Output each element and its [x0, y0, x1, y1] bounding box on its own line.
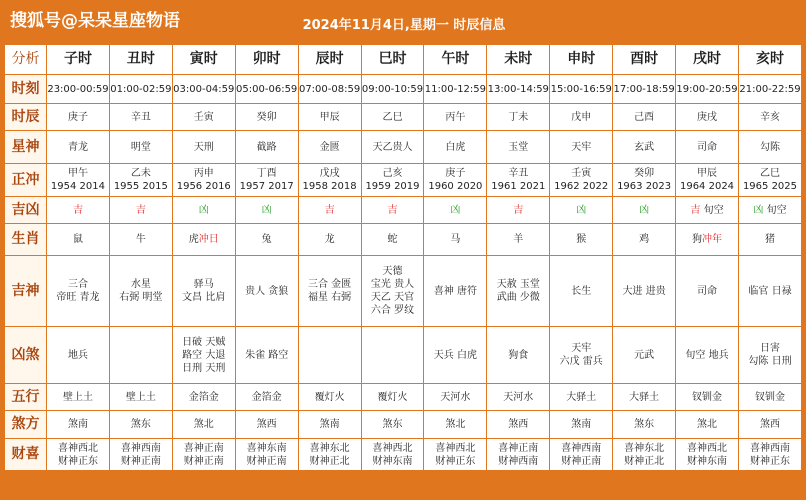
shafang-cell: 煞南	[298, 411, 361, 439]
zodiac-animal: 猴	[576, 234, 587, 245]
xingshen-cell: 玉堂	[487, 131, 550, 164]
column-header: 亥时	[738, 45, 801, 75]
zodiac-animal: 羊	[513, 234, 524, 245]
row-jixiong	[5, 197, 802, 224]
xingshen-cell: 截路	[235, 131, 298, 164]
zhengchong-line: 乙未	[130, 168, 151, 179]
column-header: 卯时	[235, 45, 298, 75]
row-label-shafang: 煞方	[5, 411, 47, 439]
shike-cell: 11:00-12:59	[424, 75, 487, 104]
zodiac-clash: 冲日	[198, 234, 219, 245]
xiongsha-line: 狗食	[508, 349, 529, 361]
shengxiao-cell	[424, 224, 487, 256]
row-label-xingshen: 星神	[5, 131, 47, 164]
row-label-zhengchong: 正冲	[5, 164, 47, 197]
xiongsha-line: 天兵 白虎	[433, 349, 477, 361]
jishen-line: 文昌 比肩	[182, 292, 226, 303]
xingshen-cell: 白虎	[424, 131, 487, 164]
caixi-line: 财神正南	[120, 455, 161, 467]
jixiong-cell	[172, 197, 235, 224]
wuxing-cell: 金箔金	[172, 384, 235, 411]
zodiac-animal: 兔	[261, 234, 272, 245]
caixi-line: 财神西南	[498, 455, 539, 467]
shengxiao-cell	[676, 224, 739, 256]
jishen-line: 天乙 天官	[370, 292, 415, 303]
shafang-cell: 煞西	[235, 411, 298, 439]
fortune-extra: 旬空	[700, 204, 724, 216]
jishen-line: 三合	[67, 279, 88, 290]
zhengchong-line: 丙申	[193, 168, 214, 179]
jishen-line: 天赦 玉堂	[496, 279, 540, 290]
jixiong-cell	[47, 197, 110, 224]
zodiac-animal: 鼠	[72, 234, 83, 245]
column-header: 酉时	[613, 45, 676, 75]
jishen-line: 长生	[571, 285, 592, 297]
shafang-cell: 煞东	[613, 411, 676, 439]
fortune-extra: 旬空	[763, 204, 787, 216]
shafang-cell: 煞北	[676, 411, 739, 439]
zhengchong-line: 己亥	[382, 168, 403, 179]
xingshen-cell: 天乙贵人	[361, 131, 424, 164]
jixiong-cell	[424, 197, 487, 224]
page-title: 2024年11月4日,星期一 时辰信息	[302, 18, 506, 33]
shike-cell: 17:00-18:59	[613, 75, 676, 104]
jishen-line: 司命	[697, 285, 718, 297]
row-jishen	[5, 256, 802, 327]
zhengchong-line: 1960 2020	[428, 181, 483, 192]
caixi-line: 喜神西北	[435, 442, 476, 454]
column-header: 子时	[47, 45, 110, 75]
xingshen-cell: 金匮	[298, 131, 361, 164]
shichen-cell: 甲辰	[298, 104, 361, 131]
xingshen-cell: 天牢	[550, 131, 613, 164]
caixi-cell	[424, 439, 487, 471]
fortune-mark: 凶	[198, 204, 209, 216]
jishen-line: 驿马	[193, 279, 214, 290]
shengxiao-cell	[613, 224, 676, 256]
row-wuxing	[5, 384, 802, 411]
caixi-cell	[613, 439, 676, 471]
fortune-mark: 吉	[135, 204, 146, 216]
caixi-line: 喜神西北	[687, 442, 728, 454]
shike-cell: 15:00-16:59	[550, 75, 613, 104]
zhengchong-line: 甲午	[67, 168, 88, 179]
caixi-line: 财神东南	[687, 455, 728, 467]
caixi-line: 喜神西北	[372, 442, 413, 454]
row-label-wuxing: 五行	[5, 384, 47, 411]
caixi-line: 喜神东北	[309, 442, 350, 454]
column-header: 申时	[550, 45, 613, 75]
shichen-cell: 乙巳	[361, 104, 424, 131]
jishen-cell	[47, 256, 110, 327]
fortune-mark: 吉	[513, 204, 524, 216]
header-row	[5, 45, 802, 75]
row-zhengchong	[5, 164, 802, 197]
jixiong-cell	[613, 197, 676, 224]
caixi-cell	[298, 439, 361, 471]
xiongsha-line: 六戊 雷兵	[559, 356, 603, 367]
caixi-cell	[487, 439, 550, 471]
column-header: 戌时	[676, 45, 739, 75]
jishen-line: 右弼 明堂	[119, 292, 163, 303]
caixi-line: 喜神西南	[561, 442, 602, 454]
shike-cell: 03:00-04:59	[172, 75, 235, 104]
shike-cell: 09:00-10:59	[361, 75, 424, 104]
zhengchong-line: 丁酉	[256, 168, 277, 179]
shafang-cell: 煞西	[738, 411, 801, 439]
column-header: 未时	[487, 45, 550, 75]
zhengchong-cell	[613, 164, 676, 197]
shengxiao-cell	[550, 224, 613, 256]
caixi-line: 财神正南	[246, 455, 287, 467]
zhengchong-cell	[487, 164, 550, 197]
xingshen-cell: 玄武	[613, 131, 676, 164]
jishen-line: 天德	[382, 266, 403, 277]
row-caixi	[5, 439, 802, 471]
shafang-cell: 煞西	[487, 411, 550, 439]
caixi-line: 财神正东	[435, 455, 476, 467]
jishen-line: 三合 金匮	[307, 279, 352, 290]
zhengchong-line: 1965 2025	[742, 181, 798, 192]
fortune-mark: 吉	[690, 204, 701, 216]
zhengchong-line: 乙巳	[759, 168, 780, 179]
zhengchong-line: 1958 2018	[302, 181, 357, 192]
zodiac-animal: 牛	[135, 234, 146, 245]
fortune-mark: 凶	[639, 204, 650, 216]
column-header: 辰时	[298, 45, 361, 75]
jishen-cell	[424, 256, 487, 327]
xiongsha-line: 日害	[759, 343, 780, 354]
jishen-cell	[738, 256, 801, 327]
xiongsha-cell	[550, 327, 613, 384]
xiongsha-cell	[298, 327, 361, 384]
jishen-cell	[109, 256, 172, 327]
zodiac-animal: 龙	[324, 234, 335, 245]
xingshen-cell: 司命	[676, 131, 739, 164]
xiongsha-cell	[361, 327, 424, 384]
xiongsha-cell	[424, 327, 487, 384]
shengxiao-cell	[361, 224, 424, 256]
shichen-cell: 戊申	[550, 104, 613, 131]
shichen-cell: 辛亥	[738, 104, 801, 131]
row-label-jishen: 吉神	[5, 256, 47, 327]
caixi-line: 财神正北	[624, 455, 665, 467]
wuxing-cell: 钗钏金	[738, 384, 801, 411]
wuxing-cell: 钗钏金	[676, 384, 739, 411]
shengxiao-cell	[738, 224, 801, 256]
zhengchong-line: 1963 2023	[617, 181, 672, 192]
wuxing-cell: 覆灯火	[298, 384, 361, 411]
column-header: 巳时	[361, 45, 424, 75]
caixi-line: 喜神西北	[57, 442, 98, 454]
jixiong-cell	[361, 197, 424, 224]
shafang-cell: 煞南	[47, 411, 110, 439]
jishen-line: 帝旺 青龙	[56, 292, 100, 303]
caixi-line: 财神东南	[372, 455, 413, 467]
caixi-line: 财神正南	[183, 455, 224, 467]
xiongsha-cell	[47, 327, 110, 384]
zhengchong-line: 1955 2015	[113, 181, 168, 192]
header-banner	[4, 2, 802, 40]
xingshen-cell: 明堂	[109, 131, 172, 164]
xiongsha-line: 元武	[634, 349, 655, 361]
shengxiao-cell	[487, 224, 550, 256]
shafang-cell: 煞北	[172, 411, 235, 439]
caixi-line: 财神正南	[561, 455, 602, 467]
caixi-line: 喜神正南	[498, 442, 539, 454]
almanac-table	[4, 44, 802, 471]
jishen-line: 喜神 唐符	[433, 285, 477, 297]
xiongsha-line: 日破 天贼	[182, 336, 226, 348]
wuxing-cell: 覆灯火	[361, 384, 424, 411]
shafang-cell: 煞东	[361, 411, 424, 439]
xiongsha-cell	[487, 327, 550, 384]
zodiac-animal: 狗	[692, 234, 703, 245]
jixiong-cell	[298, 197, 361, 224]
zhengchong-line: 1954 2014	[50, 181, 105, 192]
xiongsha-cell	[235, 327, 298, 384]
row-shengxiao	[5, 224, 802, 256]
caixi-cell	[738, 439, 801, 471]
jixiong-cell	[676, 197, 739, 224]
zodiac-clash: 冲年	[702, 234, 723, 245]
wuxing-cell: 大驿土	[613, 384, 676, 411]
fortune-mark: 凶	[450, 204, 461, 216]
xiongsha-line: 天牢	[571, 343, 592, 354]
zodiac-animal: 猪	[764, 234, 775, 245]
caixi-cell	[361, 439, 424, 471]
zhengchong-line: 庚子	[445, 168, 466, 179]
zhengchong-cell	[361, 164, 424, 197]
jishen-line: 临官 日禄	[748, 285, 792, 297]
xiongsha-line: 旬空 地兵	[685, 349, 729, 361]
zhengchong-cell	[738, 164, 801, 197]
zhengchong-cell	[676, 164, 739, 197]
zhengchong-line: 1957 2017	[239, 181, 294, 192]
caixi-line: 财神正东	[749, 455, 790, 467]
jixiong-cell	[487, 197, 550, 224]
shichen-cell: 壬寅	[172, 104, 235, 131]
corner-label: 分析	[5, 45, 47, 75]
row-shichen	[5, 104, 802, 131]
jishen-cell	[613, 256, 676, 327]
fortune-mark: 吉	[387, 204, 398, 216]
row-label-xiongsha: 凶煞	[5, 327, 47, 384]
xiongsha-cell	[172, 327, 235, 384]
caixi-cell	[109, 439, 172, 471]
caixi-line: 财神正东	[57, 455, 98, 467]
zhengchong-line: 癸卯	[634, 168, 655, 179]
zhengchong-line: 1956 2016	[176, 181, 231, 192]
jixiong-cell	[550, 197, 613, 224]
xiongsha-cell	[676, 327, 739, 384]
shichen-cell: 己酉	[613, 104, 676, 131]
jishen-cell	[298, 256, 361, 327]
caixi-line: 财神正北	[309, 455, 350, 467]
zhengchong-line: 1961 2021	[491, 181, 546, 192]
wuxing-cell: 金箔金	[235, 384, 298, 411]
wuxing-cell: 壁上土	[109, 384, 172, 411]
wuxing-cell: 壁上土	[47, 384, 110, 411]
shafang-cell: 煞南	[550, 411, 613, 439]
caixi-cell	[235, 439, 298, 471]
wuxing-cell: 大驿土	[550, 384, 613, 411]
caixi-cell	[172, 439, 235, 471]
jishen-line: 水星	[130, 279, 151, 290]
shichen-cell: 丁未	[487, 104, 550, 131]
row-label-jixiong: 吉凶	[5, 197, 47, 224]
row-xiongsha	[5, 327, 802, 384]
jishen-cell	[361, 256, 424, 327]
zhengchong-cell	[235, 164, 298, 197]
xingshen-cell: 青龙	[47, 131, 110, 164]
xiongsha-cell	[109, 327, 172, 384]
caixi-cell	[550, 439, 613, 471]
jixiong-cell	[109, 197, 172, 224]
fortune-mark: 凶	[753, 204, 764, 216]
fortune-mark: 凶	[576, 204, 587, 216]
zhengchong-line: 甲辰	[697, 168, 718, 179]
zhengchong-cell	[424, 164, 487, 197]
jishen-cell	[550, 256, 613, 327]
xiongsha-line: 朱雀 路空	[245, 349, 289, 361]
shichen-cell: 辛丑	[109, 104, 172, 131]
shafang-cell: 煞北	[424, 411, 487, 439]
shichen-cell: 丙午	[424, 104, 487, 131]
shichen-cell: 庚戌	[676, 104, 739, 131]
xingshen-cell: 天刑	[172, 131, 235, 164]
shike-cell: 21:00-22:59	[738, 75, 801, 104]
jishen-line: 武曲 少微	[496, 292, 540, 303]
zhengchong-cell	[172, 164, 235, 197]
caixi-line: 喜神西南	[120, 442, 161, 454]
row-shafang	[5, 411, 802, 439]
zhengchong-line: 戊戌	[319, 168, 340, 179]
column-header: 午时	[424, 45, 487, 75]
shafang-cell: 煞东	[109, 411, 172, 439]
fortune-mark: 吉	[72, 204, 83, 216]
xiongsha-line: 路空 大退	[182, 349, 226, 361]
jishen-line: 贵人 贪狼	[245, 285, 289, 297]
jixiong-cell	[235, 197, 298, 224]
row-label-shike: 时刻	[5, 75, 47, 104]
zodiac-animal: 虎	[188, 234, 199, 245]
zodiac-animal: 鸡	[639, 234, 650, 245]
jishen-line: 福星 右弼	[307, 292, 352, 303]
jishen-cell	[676, 256, 739, 327]
shengxiao-cell	[172, 224, 235, 256]
shengxiao-cell	[298, 224, 361, 256]
caixi-line: 喜神西南	[749, 442, 790, 454]
fortune-mark: 凶	[261, 204, 272, 216]
xiongsha-line: 勾陈 日刑	[748, 356, 792, 367]
shike-cell: 05:00-06:59	[235, 75, 298, 104]
shike-cell: 23:00-00:59	[47, 75, 110, 104]
jishen-line: 宝光 贵人	[370, 279, 415, 290]
row-shike	[5, 75, 802, 104]
zhengchong-line: 1964 2024	[679, 181, 735, 192]
row-label-caixi: 财喜	[5, 439, 47, 471]
caixi-line: 喜神东南	[246, 442, 287, 454]
zodiac-animal: 马	[450, 234, 461, 245]
zhengchong-line: 1962 2022	[554, 181, 609, 192]
shike-cell: 07:00-08:59	[298, 75, 361, 104]
zhengchong-cell	[298, 164, 361, 197]
caixi-cell	[676, 439, 739, 471]
xiongsha-line: 地兵	[67, 349, 88, 361]
jishen-line: 六合 罗纹	[370, 305, 415, 316]
zhengchong-cell	[109, 164, 172, 197]
zodiac-animal: 蛇	[387, 234, 398, 245]
jishen-cell	[172, 256, 235, 327]
xingshen-cell: 勾陈	[738, 131, 801, 164]
zhengchong-line: 辛丑	[508, 168, 529, 179]
zhengchong-cell	[550, 164, 613, 197]
column-header: 寅时	[172, 45, 235, 75]
row-label-shichen: 时辰	[5, 104, 47, 131]
wuxing-cell: 天河水	[487, 384, 550, 411]
zhengchong-cell	[47, 164, 110, 197]
row-xingshen	[5, 131, 802, 164]
shike-cell: 13:00-14:59	[487, 75, 550, 104]
shengxiao-cell	[47, 224, 110, 256]
jishen-cell	[487, 256, 550, 327]
jixiong-cell	[738, 197, 801, 224]
shike-cell: 19:00-20:59	[676, 75, 739, 104]
shike-cell: 01:00-02:59	[109, 75, 172, 104]
fortune-mark: 吉	[324, 204, 335, 216]
wuxing-cell: 天河水	[424, 384, 487, 411]
shengxiao-cell	[109, 224, 172, 256]
zhengchong-line: 壬寅	[571, 168, 592, 179]
row-label-shengxiao: 生肖	[5, 224, 47, 256]
xiongsha-cell	[613, 327, 676, 384]
caixi-cell	[47, 439, 110, 471]
xiongsha-cell	[738, 327, 801, 384]
caixi-line: 喜神正南	[183, 442, 224, 454]
zhengchong-line: 1959 2019	[365, 181, 420, 192]
xiongsha-line: 日刑 天刑	[182, 362, 226, 374]
watermark-text: 搜狐号@呆呆星座物语	[10, 11, 180, 31]
caixi-line: 喜神东北	[624, 442, 665, 454]
shichen-cell: 癸卯	[235, 104, 298, 131]
column-header: 丑时	[109, 45, 172, 75]
jishen-line: 大进 进贵	[622, 285, 666, 297]
jishen-cell	[235, 256, 298, 327]
shichen-cell: 庚子	[47, 104, 110, 131]
shengxiao-cell	[235, 224, 298, 256]
